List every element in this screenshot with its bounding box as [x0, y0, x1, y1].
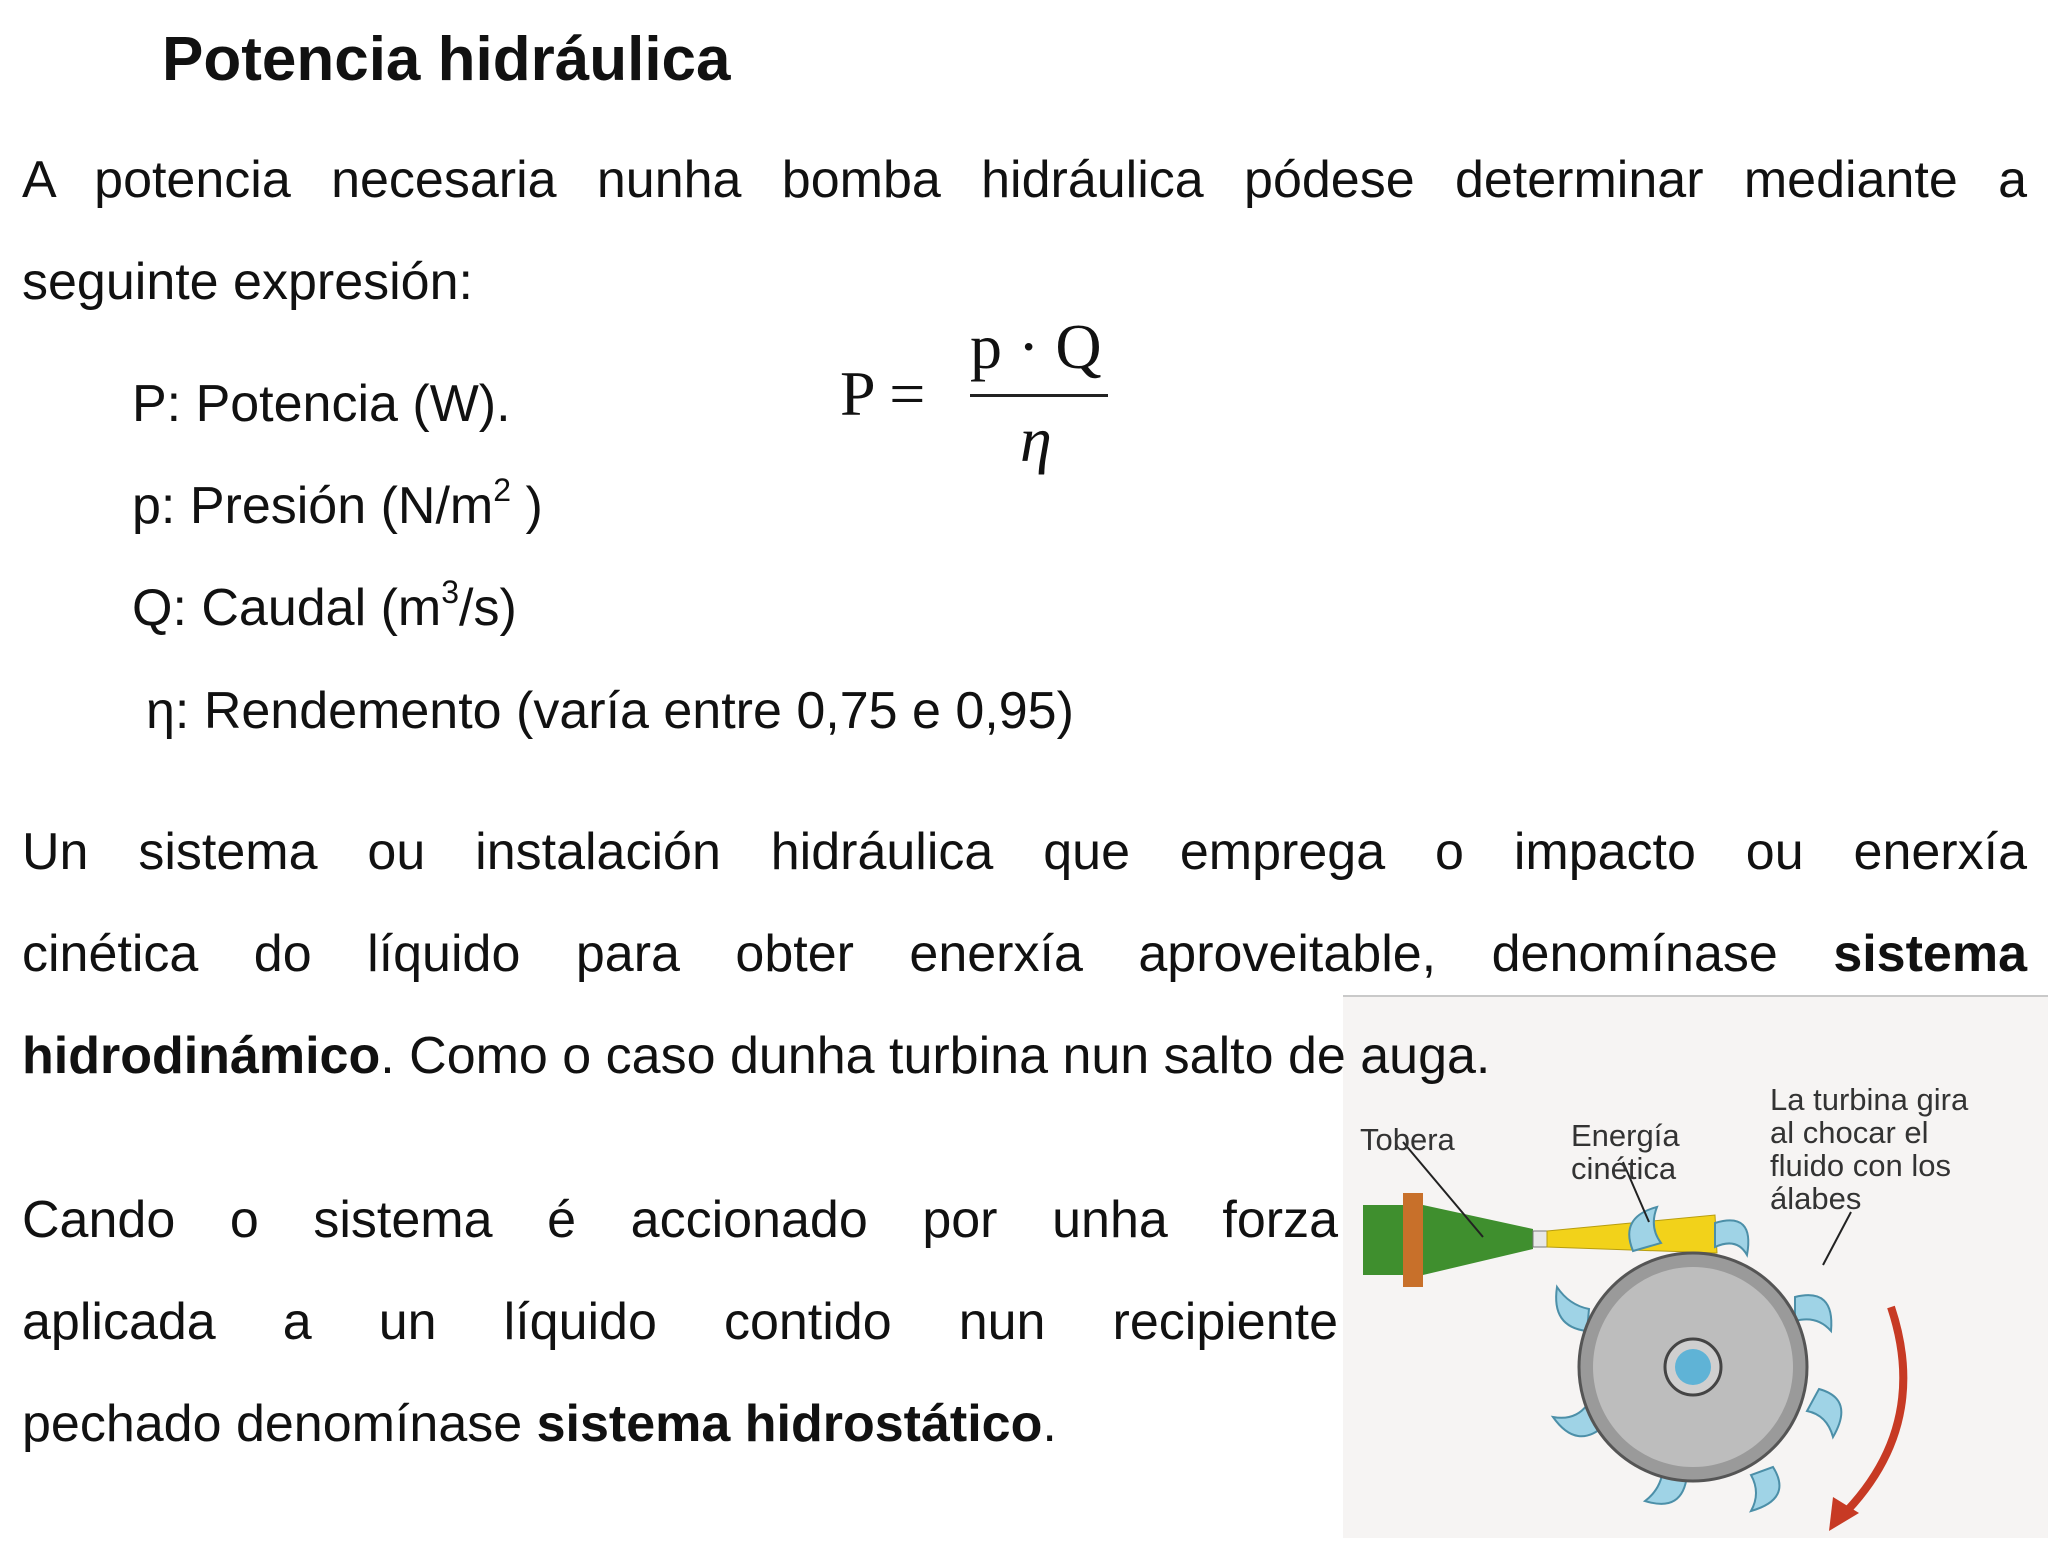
hydrodynamic-line-3: hidrodinámico. Como o caso dunha turbina nun salto de auga. — [22, 1027, 1491, 1085]
label-nozzle: Tobera — [1360, 1122, 1455, 1157]
hydrostatic-line-2: aplicada a un líquido contido nun recipiente — [22, 1293, 1338, 1351]
formula-fraction-bar — [970, 394, 1108, 397]
definition-efficiency: η: Rendemento (varía entre 0,75 e 0,95) — [146, 682, 1074, 740]
definition-flow: Q: Caudal $(m^3/s)$ — [132, 573, 517, 637]
rotation-arrow — [1841, 1307, 1903, 1517]
intro-line-2: seguinte expresión: — [22, 253, 473, 311]
hydrostatic-line-3: pechado denomínase sistema hidrostático. — [22, 1395, 1057, 1453]
hydrodynamic-line-1: Un sistema ou instalación hidráulica que emprega o impacto ou enerxía — [22, 823, 2027, 881]
formula-lhs: P = — [840, 358, 926, 429]
nozzle-body — [1363, 1205, 1403, 1275]
nozzle-cone — [1423, 1205, 1533, 1275]
formula-numerator: p · Q — [970, 311, 1102, 382]
hydrodynamic-line-2: cinética do líquido para obter enerxía aproveitable, denomínase sistema — [22, 925, 2027, 983]
intro-line-1: A potencia necesaria nunha bomba hidráulica pódese determinar mediante a — [22, 151, 2027, 209]
power-formula — [840, 305, 1120, 485]
page-title: Potencia hidráulica — [162, 25, 731, 94]
label-kinetic-energy: Energía cinética — [1571, 1118, 1680, 1186]
nozzle-tip — [1533, 1231, 1547, 1247]
label-turbine-rotates: La turbina gira al chocar el fluido con los álabes — [1770, 1082, 1969, 1216]
hydrostatic-line-1: Cando o sistema é accionado por unha forza — [22, 1191, 1338, 1249]
nozzle-band — [1403, 1193, 1423, 1287]
turbine-axle — [1675, 1349, 1711, 1385]
definition-power: P: Potencia (W). — [132, 375, 511, 433]
formula-denominator: η — [1020, 404, 1052, 475]
definition-pressure: p: Presión ($N/m^2$ ) — [132, 471, 543, 535]
